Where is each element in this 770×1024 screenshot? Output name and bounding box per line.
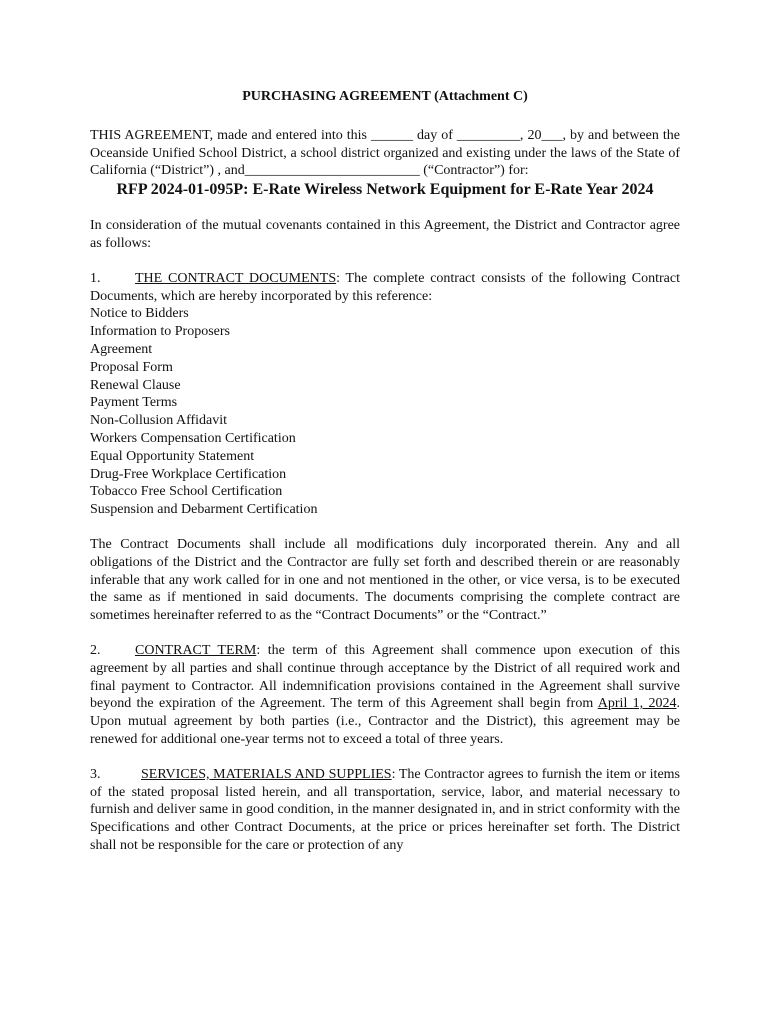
section-1-text: : The complete contract consists of the following Contract Documents, which are hereby incorporated by this reference: [90, 270, 680, 304]
list-item: Equal Opportunity Statement [90, 448, 255, 464]
consideration-paragraph: In consideration of the mutual covenants contained in this Agreement, the District and Contractor agree as follows: [90, 218, 680, 251]
list-item: Agreement [90, 341, 153, 357]
list-item: Non-Collusion Affidavit [90, 413, 228, 429]
list-item: Drug-Free Workplace Certification [90, 466, 287, 482]
term-start-date: April 1, 2024 [597, 696, 677, 712]
section-2-heading: CONTRACT TERM [135, 642, 257, 658]
section-1-heading: THE CONTRACT DOCUMENTS [135, 270, 337, 286]
section-3-number: 3. [90, 766, 101, 782]
section-1-paragraph [90, 270, 680, 306]
document-page [90, 88, 680, 855]
contract-documents-list [90, 305, 680, 519]
contract-documents-closing: The Contract Documents shall include all modifications duly incorporated therein. Any and all obligations of the District and the Contractor are fully set forth and described therein or are reasonably inferable that any work called for in one and not mentioned in the other, or vice versa, is to be executed the same as if mentioned in said documents. The documents comprising the complete contract are sometimes hereinafter referred to as the “Contract Documents” or the “Contract.” [90, 536, 680, 624]
section-1-number: 1. [90, 270, 101, 286]
list-item: Information to Proposers [90, 324, 230, 340]
section-2-number: 2. [90, 642, 101, 658]
section-2-text-after: . Upon mutual agreement by both parties (i.e., Contractor and the District), this agreement may be renewed for additional one-year terms not to exceed a total of three years. [90, 696, 680, 747]
list-item: Notice to Bidders [90, 306, 189, 322]
section-3-paragraph [90, 766, 680, 855]
list-item: Tobacco Free School Certification [90, 484, 283, 500]
rfp-heading: RFP 2024-01-095P: E-Rate Wireless Network Equipment for E-Rate Year 2024 [116, 181, 654, 199]
section-2-paragraph [90, 642, 680, 749]
list-item: Suspension and Debarment Certification [90, 502, 318, 518]
document-title: PURCHASING AGREEMENT (Attachment C) [242, 89, 528, 104]
section-2-text-before: : the term of this Agreement shall commence upon execution of this agreement by all parties and shall continue through acceptance by the District of all required work and final payment to Contractor. All indemnification provisions contained in the Agreement shall survive beyond the expiration of the Agreement. The term of this Agreement shall begin from [90, 642, 680, 712]
list-item: Renewal Clause [90, 377, 181, 393]
section-3-heading: SERVICES, MATERIALS AND SUPPLIES [141, 766, 392, 782]
section-3-text: : The Contractor agrees to furnish the item or items of the stated proposal listed herein, and all transportation, service, labor, and material necessary to furnish and deliver same in good condition, in the manner designated in, and in strict conformity with the Specifications and other Contract Documents, at the price or prices hereinafter set forth. The District shall not be responsible for the care or protection of any [90, 766, 680, 853]
list-item: Payment Terms [90, 395, 178, 411]
intro-paragraph: THIS AGREEMENT, made and entered into this ______ day of _________, 20___, by and between the Oceanside Unified School District, a school district organized and existing under the laws of the State of California (“District”) , and_________________________ (“Contractor”) for: [90, 127, 680, 179]
list-item: Proposal Form [90, 359, 173, 375]
list-item: Workers Compensation Certification [90, 430, 296, 446]
